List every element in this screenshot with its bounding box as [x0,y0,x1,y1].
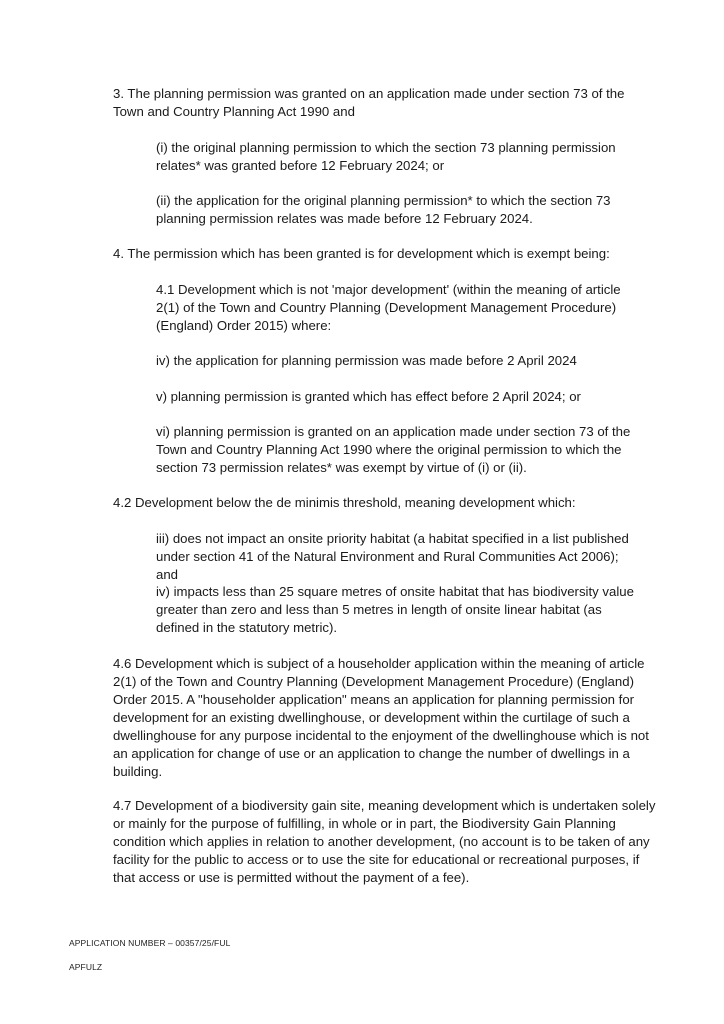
paragraph-3-i: (i) the original planning permission to which the section 73 planning permission relates* was granted before 12 February 2024; or [156,140,616,173]
paragraph-4-1: 4.1 Development which is not 'major development' (within the meaning of article 2(1) of the Town and Country Planning (Development Management Procedure) (England) Order 2015) where: [156,282,621,333]
paragraph-4-2-iii: iii) does not impact an onsite priority habitat (a habitat specified in a list published under section 41 of the Natural Environment and Rural Communities Act 2006); and [156,531,629,582]
footer-application-number: APPLICATION NUMBER – 00357/25/FUL [69,938,231,948]
paragraph-3: 3. The planning permission was granted on an application made under section 73 of the Town and Country Planning Act 1990 and [113,86,625,119]
paragraph-4-2-iv: iv) impacts less than 25 square metres of onsite habitat that has biodiversity value greater than zero and less than 5 metres in length of onsite linear habitat (as defined in the statutory metric). [156,584,634,635]
paragraph-4-6: 4.6 Development which is subject of a householder application within the meaning of article 2(1) of the Town and Country Planning (Development Management Procedure) (England) Order 2015. A "householder application" means an application for planning permission for development for an existing dwellinghouse, or development within the curtilage of such a dwellinghouse for any purpose incidental to the enjoyment of the dwellinghouse which is not an application for change of use or an application to change the number of dwellings in a building. [113,656,649,779]
paragraph-4: 4. The permission which has been granted is for development which is exempt being: [113,246,610,261]
paragraph-4-2: 4.2 Development below the de minimis threshold, meaning development which: [113,495,576,510]
paragraph-4-1-iv: iv) the application for planning permission was made before 2 April 2024 [156,353,577,368]
paragraph-4-1-vi: vi) planning permission is granted on an application made under section 73 of the Town and Country Planning Act 1990 where the original permission to which the section 73 permission relates* was exempt by virtue of (i) or (ii). [156,424,631,475]
paragraph-4-1-v: v) planning permission is granted which has effect before 2 April 2024; or [156,389,581,404]
footer-code: APFULZ [69,962,103,972]
paragraph-3-ii: (ii) the application for the original planning permission* to which the section 73 planning permission relates was made before 12 February 2024. [156,193,611,226]
paragraph-4-7: 4.7 Development of a biodiversity gain site, meaning development which is undertaken solely or mainly for the purpose of fulfilling, in whole or in part, the Biodiversity Gain Planning condition which applies in relation to another development, (no account is to be taken of any facility for the public to access or to use the site for educational or recreational purposes, if that access or use is permitted without the payment of a fee). [113,798,656,885]
